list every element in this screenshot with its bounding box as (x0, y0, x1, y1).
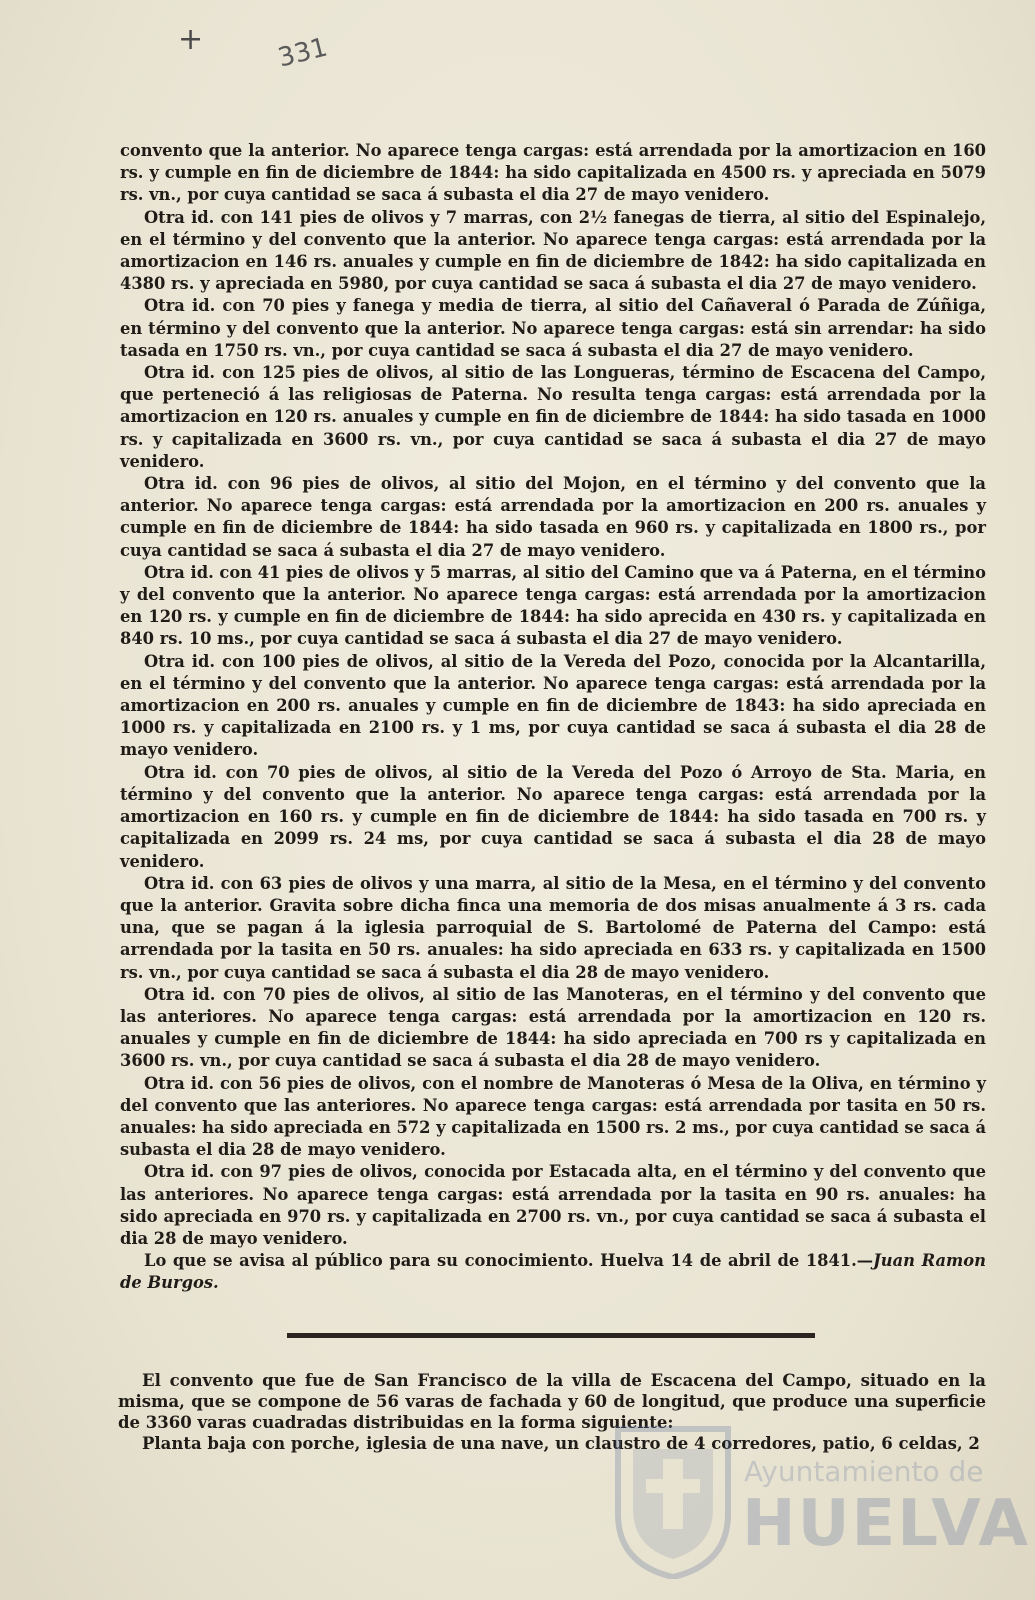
paragraph-alcantarilla: Otra id. con 100 pies de olivos, al sitio de la Vereda del Pozo, conocida por la Alcantarilla, en el término y del convento que la anterior. No aparece tenga cargas: está arrendada por la amortizacion en 200 rs. anuales y cumple en fin de diciembre de 1843: ha sido apreciada en 1000 rs. y capitalizada en 2100 rs. y 1 ms, por cuya cantidad se saca á subasta el dia 28 de mayo venidero. (120, 651, 986, 760)
paragraph-mojon: Otra id. con 96 pies de olivos, al sitio del Mojon, en el término y del convento que la anterior. No aparece tenga cargas: está arrendada por la amortizacion en 200 rs. anuales y cumple en fin de diciembre de 1844: ha sido tasada en 960 rs. y capitalizada en 1800 rs., por cuya cantidad se saca á subasta el dia 27 de mayo venidero. (120, 474, 986, 560)
paragraph-mesa: Otra id. con 63 pies de olivos y una marra, al sitio de la Mesa, en el término y del convento que la anterior. Gravita sobre dicha finca una memoria de dos misas anualmente á 3 rs. cada una, que se pagan á la iglesia parroquial de S. Bartolomé de Paterna del Campo: está arrendada por la tasita en 50 rs. anuales: ha sido apreciada en 633 rs. y capitalizada en 1500 rs. vn., por cuya cantidad se saca á subasta el dia 28 de mayo venidero. (120, 873, 986, 982)
watermark-line1: Ayuntamiento de (744, 1455, 984, 1488)
margin-cross-mark: + (178, 22, 204, 57)
coat-of-arms-icon (608, 1419, 738, 1579)
paragraph-mesa-de-la-oliva: Otra id. con 56 pies de olivos, con el nombre de Manoteras ó Mesa de la Oliva, en término y del convento que las anteriores. No aparece tenga cargas: está arrendada por tasita en 50 rs. anuales: ha sido apreciada en 572 y capitalizada en 1500 rs. 2 ms., por cuya cantidad se saca á subasta el dia 28 de mayo venidero. (120, 1073, 986, 1160)
closing-text: Lo que se avisa al público para su conocimiento. Huelva 14 de abril de 1841.— (144, 1251, 874, 1271)
paragraph-manoteras: Otra id. con 70 pies de olivos, al sitio de las Manoteras, en el término y del convento que las anteriores. No aparece tenga cargas: está arrendada por la amortizacion en 120 rs. anuales y cumple en fin de diciembre de 1844: ha sido apreciada en 700 rs y capitalizada en 3600 rs. vn., por cuya cantidad se saca á subasta el dia 28 de mayo venidero. (120, 984, 986, 1071)
paragraph-canaveral: Otra id. con 70 pies y fanega y media de tierra, al sitio del Cañaveral ó Parada de Zúñiga, en término y del convento que la anterior. No aparece tenga cargas: está sin arrendar: ha sido tasada en 1750 rs. vn., por cuya cantidad se saca á subasta el dia 27 de mayo venidero. (120, 296, 986, 360)
paragraph-camino-paterna: Otra id. con 41 pies de olivos y 5 marras, al sitio del Camino que va á Paterna, en el término y del convento que la anterior. No aparece tenga cargas: está arrendada por la amortizacion en 120 rs. y cumple en fin de diciembre de 1844: ha sido aprecida en 430 rs. y capitalizada en 840 rs. 10 ms., por cuya cantidad se saca á subasta el dia 27 de mayo venidero. (120, 562, 986, 649)
paragraph-espinalejo: Otra id. con 141 pies de olivos y 7 marras, con 2½ fanegas de tierra, al sitio del Espinalejo, en el término y del convento que la anterior. No aparece tenga cargas: está arrendada por la amortizacion en 146 rs. anuales y cumple en fin de diciembre de 1842: ha sido capitalizada en 4380 rs. y apreciada en 5980, por cuya cantidad se saca á subasta el dia 27 de mayo venidero. (120, 207, 986, 294)
closing-paragraph (120, 1250, 986, 1294)
paragraph-convento-san-francisco: El convento que fue de San Francisco de la villa de Escacena del Campo, situado en la misma, que se compone de 56 varas de fachada y 60 de longitud, que produce una superficie de 3360 varas cuadradas distribuidas en la forma siguiente: (118, 1371, 986, 1432)
folio-number: 331 (275, 32, 331, 74)
paragraph-planta-baja: Planta baja con porche, iglesia de una nave, un claustro de 4 corredores, patio, 6 celdas, 2 (142, 1434, 980, 1453)
paragraph-estacada-alta: Otra id. con 97 pies de olivos, conocida por Estacada alta, en el término y del convento que las anteriores. No aparece tenga cargas: está arrendada por la tasita en 90 rs. anuales: ha sido apreciada en 970 rs. y capitalizada en 2700 rs. vn., por cuya cantidad se saca á subasta el dia 28 de mayo venidero. (120, 1162, 986, 1248)
watermark-line2: HUELVA (742, 1487, 1030, 1561)
section-divider (287, 1333, 815, 1338)
paragraph-longueras: Otra id. con 125 pies de olivos, al sitio de las Longueras, término de Escacena del Campo, que perteneció á las religiosas de Paterna. No resulta tenga cargas: está arrendada por la amortizacion en 120 rs. anuales y cumple en fin de diciembre de 1844: ha sido tasada en 1000 rs. y capitalizada en 3600 rs. vn., por cuya cantidad se saca á subasta el dia 27 de mayo venidero. (120, 363, 986, 471)
main-text (120, 140, 986, 1295)
signature: Juan Ramon de Burgos. (120, 1251, 986, 1293)
watermark (608, 1405, 1028, 1595)
paragraph-arroyo-sta-maria: Otra id. con 70 pies de olivos, al sitio de la Vereda del Pozo ó Arroyo de Sta. Maria, en término y del convento que la anterior. No aparece tenga cargas: está arrendada por la amortizacion en 160 rs. y cumple en fin de diciembre de 1844: ha sido tasada en 700 rs. y capitalizada en 2099 rs. 24 ms, por cuya cantidad se saca á subasta el dia 28 de mayo venidero. (120, 762, 986, 871)
paragraph-continuation: convento que la anterior. No aparece tenga cargas: está arrendada por la amortizacion en 160 rs. y cumple en fin de diciembre de 1844: ha sido capitalizada en 4500 rs. y apreciada en 5079 rs. vn., por cuya cantidad se saca á subasta el dia 27 de mayo venidero. (120, 141, 986, 205)
